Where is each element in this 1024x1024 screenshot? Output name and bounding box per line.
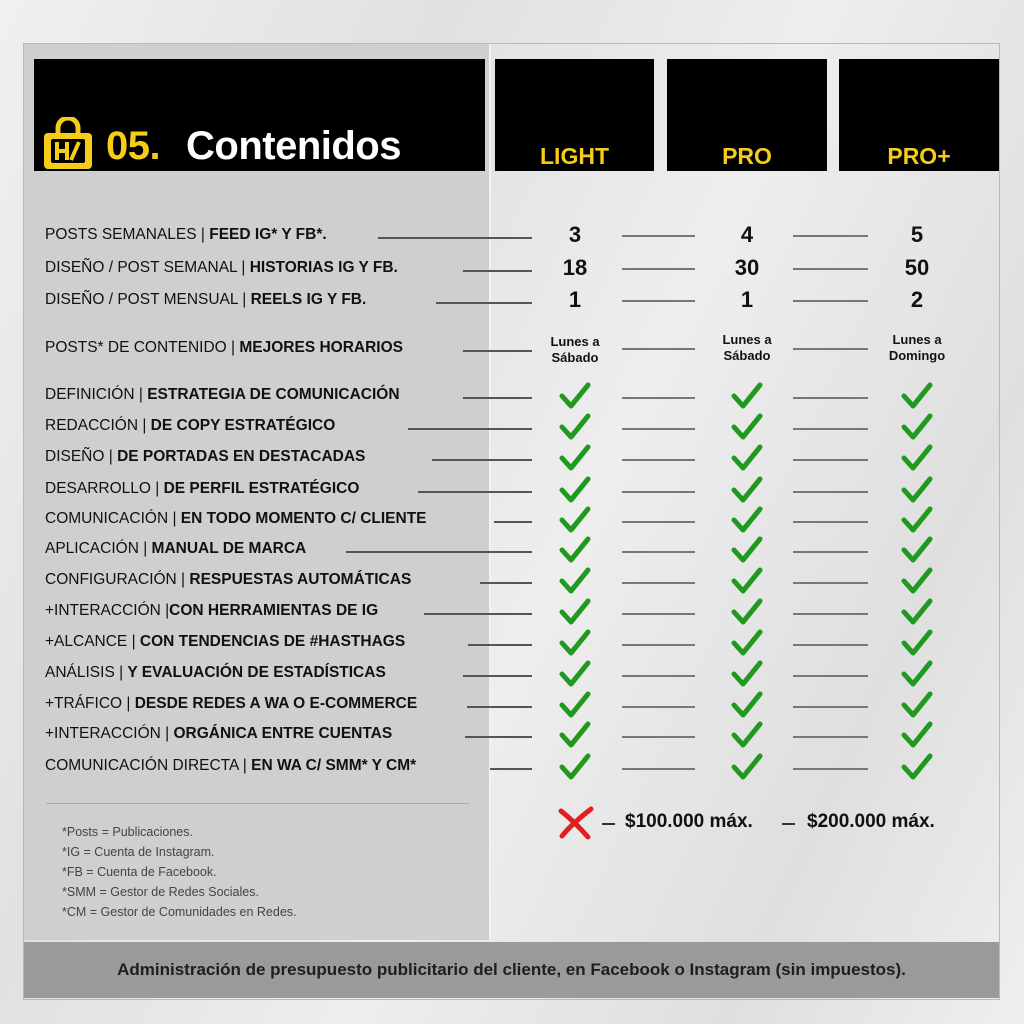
feature-label (45, 757, 416, 775)
schedule-line: Lunes a (892, 332, 942, 347)
column-connector (622, 675, 695, 677)
row-connector (465, 736, 532, 738)
column-connector (622, 644, 695, 646)
column-connector (622, 736, 695, 738)
feature-detail: CON TENDENCIAS DE #HASTHAGS (139, 633, 406, 650)
feature-detail: DESDE REDES A WA O E-COMMERCE (134, 695, 418, 712)
check-mark (904, 632, 930, 653)
feature-category: ANÁLISIS | (45, 664, 128, 681)
check-icon (559, 598, 591, 626)
column-connector (622, 491, 695, 493)
check-icon (559, 567, 591, 595)
check-icon (559, 444, 591, 472)
feature-category: DESARROLLO | (45, 480, 164, 497)
check-mark (734, 756, 760, 777)
check-icon (559, 382, 591, 410)
column-connector (622, 551, 695, 553)
check-icon (731, 753, 763, 781)
check-icon (731, 721, 763, 749)
feature-detail: CON HERRAMIENTAS DE IG (169, 602, 379, 619)
feature-category: COMUNICACIÓN DIRECTA | (45, 757, 252, 774)
row-connector (432, 459, 532, 461)
check-mark (734, 447, 760, 468)
feature-label (45, 540, 306, 558)
feature-label (45, 417, 335, 435)
row-connector (408, 428, 532, 430)
plan-schedule (872, 332, 962, 364)
feature-label (45, 633, 405, 651)
feature-label (45, 448, 365, 466)
feature-category: POSTS* DE CONTENIDO | (45, 339, 240, 356)
feature-detail: REELS IG Y FB. (250, 291, 367, 308)
plan-value: 2 (910, 287, 924, 312)
column-connector (622, 582, 695, 584)
check-icon (559, 691, 591, 719)
check-icon (731, 476, 763, 504)
check-mark (734, 479, 760, 500)
row-connector (378, 237, 532, 239)
feature-category: APLICACIÓN | (45, 540, 152, 557)
column-connector (793, 300, 868, 302)
feature-label (45, 695, 417, 713)
footer-text: Administración de presupuesto publicitario del cliente, en Facebook o Instagram (sin impuestos). (117, 960, 906, 979)
column-connector (622, 459, 695, 461)
feature-category: +TRÁFICO | (45, 695, 135, 712)
column-connector (793, 459, 868, 461)
check-mark (734, 416, 760, 437)
feature-detail: DE COPY ESTRATÉGICO (150, 417, 336, 434)
check-mark (904, 416, 930, 437)
check-icon (901, 598, 933, 626)
column-connector (793, 397, 868, 399)
check-icon (559, 506, 591, 534)
feature-category: DISEÑO / POST SEMANAL | (45, 259, 250, 276)
footer-bar (24, 942, 999, 998)
row-connector (463, 350, 532, 352)
row-connector (463, 270, 532, 272)
check-icon (559, 753, 591, 781)
row-connector (463, 397, 532, 399)
check-mark (562, 570, 588, 591)
feature-label (45, 291, 366, 309)
check-icon (731, 598, 763, 626)
plan-value: 4 (740, 222, 754, 247)
check-icon (901, 567, 933, 595)
check-mark (734, 385, 760, 406)
check-icon (901, 660, 933, 688)
check-icon (901, 536, 933, 564)
row-connector (436, 302, 532, 304)
feature-label (45, 226, 327, 244)
check-mark (562, 509, 588, 530)
check-mark (904, 756, 930, 777)
check-mark (734, 632, 760, 653)
check-mark (562, 601, 588, 622)
column-connector (793, 268, 868, 270)
plan-value: 18 (562, 255, 588, 280)
check-icon (731, 506, 763, 534)
feature-category: COMUNICACIÓN | (45, 510, 181, 527)
column-connector (793, 491, 868, 493)
check-mark (904, 385, 930, 406)
column-connector (793, 613, 868, 615)
check-mark (562, 479, 588, 500)
check-mark (562, 539, 588, 560)
check-mark (904, 601, 930, 622)
feature-detail: DE PORTADAS EN DESTACADAS (117, 448, 366, 465)
feature-label (45, 602, 378, 620)
check-mark (562, 756, 588, 777)
check-icon (901, 476, 933, 504)
check-mark (904, 539, 930, 560)
feature-category: DISEÑO | (45, 448, 118, 465)
column-connector (622, 768, 695, 770)
check-icon (559, 660, 591, 688)
plan-value: 3 (568, 222, 582, 247)
column-connector (793, 768, 868, 770)
check-mark (734, 694, 760, 715)
check-mark (562, 632, 588, 653)
check-icon (559, 413, 591, 441)
column-connector (793, 582, 868, 584)
feature-label (45, 510, 427, 528)
row-connector (490, 768, 532, 770)
plan-schedule (702, 332, 792, 364)
feature-label (45, 386, 400, 404)
feature-detail: RESPUESTAS AUTOMÁTICAS (189, 571, 412, 588)
feature-detail: HISTORIAS IG Y FB. (249, 259, 398, 276)
price-pro-plus: $200.000 máx. (807, 811, 935, 832)
footnote: *SMM = Gestor de Redes Sociales. (62, 885, 259, 899)
check-mark (734, 724, 760, 745)
check-icon (901, 691, 933, 719)
schedule-line: Lunes a (550, 334, 600, 349)
check-icon (731, 629, 763, 657)
plan-value: 1 (568, 287, 582, 312)
feature-label (45, 571, 411, 589)
price-dash (782, 823, 795, 825)
check-mark (734, 539, 760, 560)
feature-category: POSTS SEMANALES | (45, 226, 210, 243)
check-icon (731, 536, 763, 564)
check-mark (734, 570, 760, 591)
feature-label (45, 480, 359, 498)
footnote: *IG = Cuenta de Instagram. (62, 845, 215, 859)
column-connector (793, 736, 868, 738)
check-icon (731, 660, 763, 688)
page-title: Contenidos (186, 124, 401, 168)
schedule-line: Sábado (723, 348, 771, 363)
check-mark (562, 663, 588, 684)
column-connector (793, 675, 868, 677)
feature-detail: EN TODO MOMENTO C/ CLIENTE (180, 510, 427, 527)
column-connector (793, 428, 868, 430)
schedule-line: Lunes a (722, 332, 772, 347)
plan-schedule (530, 334, 620, 366)
check-icon (559, 536, 591, 564)
column-connector (793, 706, 868, 708)
check-mark (904, 509, 930, 530)
notes-divider (46, 803, 469, 804)
footnote: *FB = Cuenta de Facebook. (62, 865, 217, 879)
plan-value: 30 (734, 255, 760, 280)
shopping-lock-icon (41, 117, 95, 171)
footnote: *CM = Gestor de Comunidades en Redes. (62, 905, 297, 919)
column-connector (622, 706, 695, 708)
cross-icon (558, 806, 594, 840)
check-mark (904, 447, 930, 468)
column-connector (622, 521, 695, 523)
row-connector (346, 551, 532, 553)
check-mark (562, 724, 588, 745)
column-connector (793, 644, 868, 646)
check-mark (734, 509, 760, 530)
feature-category: DISEÑO / POST MENSUAL | (45, 291, 251, 308)
row-connector (463, 675, 532, 677)
check-icon (901, 753, 933, 781)
check-icon (731, 382, 763, 410)
feature-category: +ALCANCE | (45, 633, 140, 650)
column-connector (793, 521, 868, 523)
column-connector (622, 348, 695, 350)
feature-detail: FEED IG* Y FB*. (209, 226, 327, 243)
check-icon (731, 444, 763, 472)
feature-detail: ESTRATEGIA DE COMUNICACIÓN (147, 386, 400, 403)
column-connector (622, 268, 695, 270)
feature-label (45, 664, 386, 682)
check-mark (562, 385, 588, 406)
check-mark (562, 416, 588, 437)
plan-value: 1 (740, 287, 754, 312)
column-connector (622, 428, 695, 430)
column-connector (622, 397, 695, 399)
price-pro: $100.000 máx. (625, 811, 753, 832)
check-mark (904, 663, 930, 684)
check-icon (731, 691, 763, 719)
feature-label (45, 339, 403, 357)
plan-value: 5 (910, 222, 924, 247)
column-connector (622, 235, 695, 237)
check-icon (559, 476, 591, 504)
feature-detail: EN WA C/ SMM* Y CM* (251, 757, 417, 774)
check-mark (734, 601, 760, 622)
feature-detail: MANUAL DE MARCA (151, 540, 307, 557)
schedule-line: Sábado (551, 350, 599, 365)
row-connector (424, 613, 532, 615)
plan-label-light: LIGHT (540, 143, 609, 169)
section-number: 05. (106, 124, 161, 168)
price-dash (602, 823, 615, 825)
check-icon (731, 413, 763, 441)
feature-category: DEFINICIÓN | (45, 386, 148, 403)
feature-detail: DE PERFIL ESTRATÉGICO (163, 480, 360, 497)
footnote: *Posts = Publicaciones. (62, 825, 193, 839)
plan-label-pro: PRO (722, 143, 772, 169)
check-icon (901, 506, 933, 534)
check-mark (562, 447, 588, 468)
feature-category: CONFIGURACIÓN | (45, 571, 190, 588)
check-mark (562, 694, 588, 715)
column-connector (793, 235, 868, 237)
column-connector (793, 551, 868, 553)
check-icon (901, 629, 933, 657)
feature-label (45, 259, 398, 277)
row-connector (418, 491, 532, 493)
check-mark (904, 694, 930, 715)
check-icon (559, 629, 591, 657)
row-connector (468, 644, 532, 646)
check-mark (904, 479, 930, 500)
plan-label-pro-plus: PRO+ (887, 143, 951, 169)
row-connector (467, 706, 532, 708)
row-connector (494, 521, 532, 523)
check-mark (904, 724, 930, 745)
check-icon (901, 444, 933, 472)
check-mark (734, 663, 760, 684)
column-connector (622, 300, 695, 302)
check-icon (901, 382, 933, 410)
column-connector (793, 348, 868, 350)
feature-category: +INTERACCIÓN | (45, 602, 170, 619)
row-connector (480, 582, 532, 584)
feature-detail: ORGÁNICA ENTRE CUENTAS (173, 725, 393, 742)
check-icon (901, 721, 933, 749)
feature-label (45, 725, 392, 743)
check-mark (904, 570, 930, 591)
schedule-line: Domingo (888, 348, 946, 363)
check-icon (731, 567, 763, 595)
feature-detail: Y EVALUACIÓN DE ESTADÍSTICAS (127, 664, 386, 681)
check-icon (901, 413, 933, 441)
column-connector (622, 613, 695, 615)
feature-category: +INTERACCIÓN | (45, 725, 174, 742)
check-icon (559, 721, 591, 749)
feature-detail: MEJORES HORARIOS (239, 339, 403, 356)
feature-category: REDACCIÓN | (45, 417, 151, 434)
plan-value: 50 (904, 255, 930, 280)
